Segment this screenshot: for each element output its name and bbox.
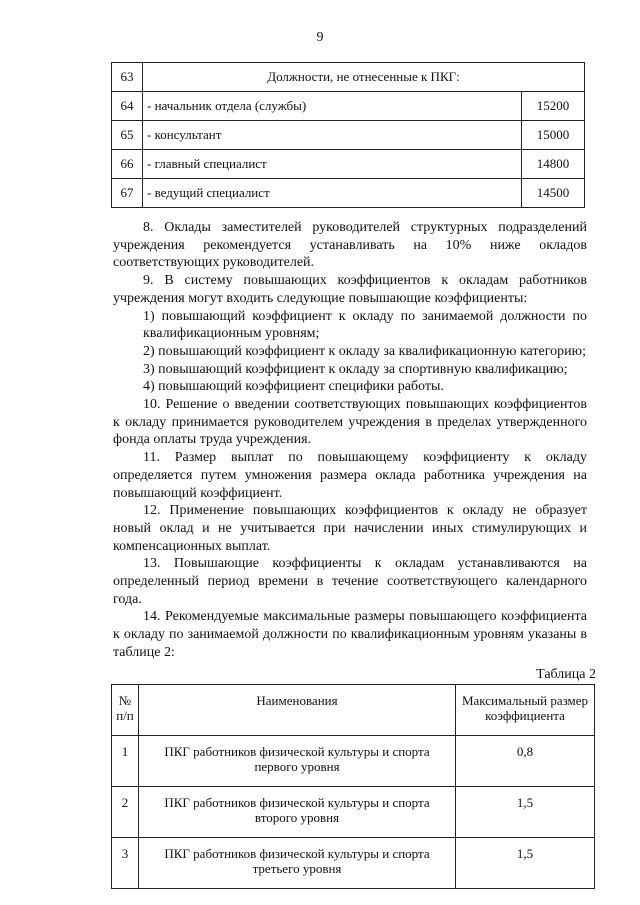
positions-salary-table (111, 62, 585, 208)
row-number: 64 (112, 92, 143, 121)
table-section-header: Должности, не отнесенные к ПКГ: (143, 63, 585, 92)
position-name: - ведущий специалист (143, 179, 522, 208)
list-item: 2) повышающий коэффициент к окладу за квалификационную категорию; (143, 343, 586, 359)
table-header-row (112, 685, 595, 736)
row-number: 66 (112, 150, 143, 179)
group-name: ПКГ работников физической культуры и спорта третьего уровня (139, 838, 456, 889)
page-number: 9 (316, 30, 324, 45)
row-number: 2 (112, 787, 139, 838)
column-header-value: Максимальный размер коэффициента (456, 685, 595, 736)
row-number: 1 (112, 736, 139, 787)
table-row (112, 736, 595, 787)
paragraph-11: 11. Размер выплат по повышающему коэффициенту к окладу определяется путем умножения размера оклада работника учреждения на повышающий коэффициент. (113, 450, 587, 501)
paragraph-12: 12. Применение повышающих коэффициентов к окладу не образует новый оклад и не учитывается при начислении иных стимулирующих и компенсационных выплат. (113, 503, 587, 554)
position-name: - главный специалист (143, 150, 522, 179)
coefficient-value: 0,8 (456, 736, 595, 787)
coefficient-value: 1,5 (456, 838, 595, 889)
column-header-number: № п/п (112, 685, 139, 736)
paragraph-9: 9. В систему повышающих коэффициентов к окладам работников учреждения могут входить следующие повышающие коэффициенты: (113, 273, 587, 306)
paragraph-10: 10. Решение о введении соответствующих повышающих коэффициентов к окладу принимается руководителем учреждения в пределах утвержденного фонда оплаты труда учреждения. (113, 397, 587, 448)
paragraph-8: 8. Оклады заместителей руководителей структурных подразделений учреждения рекомендуется устанавливать на 10% ниже окладов соответствующих руководителей. (113, 220, 587, 271)
list-item: 4) повышающий коэффициент специфики работы. (143, 379, 444, 395)
row-number: 65 (112, 121, 143, 150)
position-name: - начальник отдела (службы) (143, 92, 522, 121)
table-row (112, 121, 585, 150)
row-number: 67 (112, 179, 143, 208)
table-caption: Таблица 2 (536, 667, 596, 682)
table-row (112, 179, 585, 208)
column-header-name: Наименования (139, 685, 456, 736)
row-number: 63 (112, 63, 143, 92)
coefficients-table (111, 684, 595, 889)
paragraph-14: 14. Рекомендуемые максимальные размеры повышающего коэффициента к окладу по занимаемой должности по квалификационным уровням указаны в таблице 2: (113, 609, 587, 660)
document-body (113, 219, 587, 662)
salary-value: 15200 (522, 92, 585, 121)
paragraph-13: 13. Повышающие коэффициенты к окладам устанавливаются на определенный период времени в течение соответствующего календарного года. (113, 556, 587, 607)
list-item: 1) повышающий коэффициент к окладу по занимаемой должности по квалификационным уровням; (143, 308, 587, 342)
position-name: - консультант (143, 121, 522, 150)
coefficient-value: 1,5 (456, 787, 595, 838)
salary-value: 15000 (522, 121, 585, 150)
group-name: ПКГ работников физической культуры и спорта второго уровня (139, 787, 456, 838)
table-row (112, 150, 585, 179)
row-number: 3 (112, 838, 139, 889)
salary-value: 14500 (522, 179, 585, 208)
group-name: ПКГ работников физической культуры и спорта первого уровня (139, 736, 456, 787)
table-row (112, 787, 595, 838)
table-row (112, 63, 585, 92)
table-row (112, 92, 585, 121)
table-row (112, 838, 595, 889)
list-item: 3) повышающий коэффициент к окладу за спортивную квалификацию; (143, 361, 568, 377)
salary-value: 14800 (522, 150, 585, 179)
